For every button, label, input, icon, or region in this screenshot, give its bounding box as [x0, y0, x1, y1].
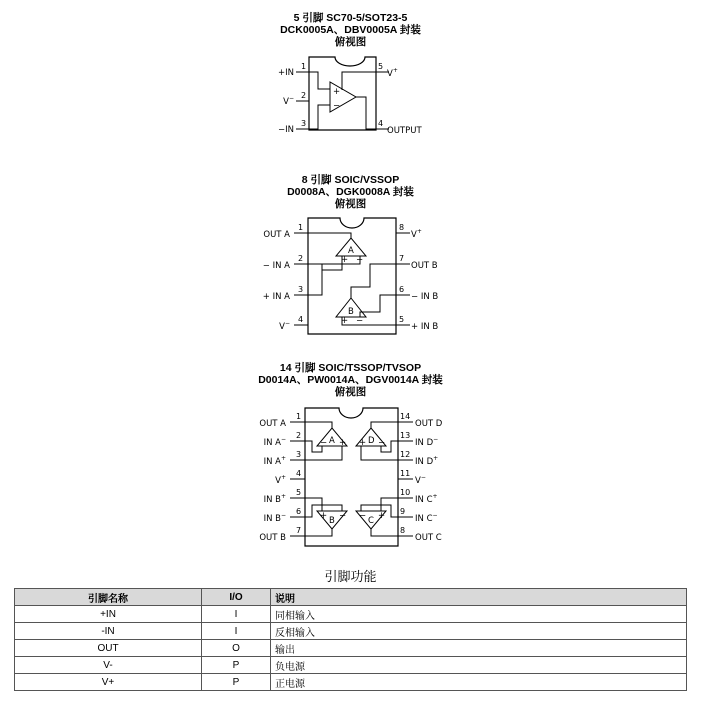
pkg5-pin4-num: 4: [378, 119, 384, 128]
pkg8-pin5-label: + IN B: [411, 322, 439, 332]
pkg14-view: 俯视图: [334, 386, 367, 398]
pkg8-pin4-label: V−: [279, 320, 290, 332]
io-cell: I: [202, 606, 271, 623]
pkg14-pin3-label: IN A+: [263, 455, 286, 467]
pkg8-diagram: [263, 218, 439, 334]
pkg8-pin6-label: − IN B: [411, 292, 439, 302]
pkg8-pin2-label: − IN A: [262, 261, 290, 271]
pkg14-pin9-label: IN C−: [415, 512, 438, 524]
pkg5-view: 俯视图: [334, 36, 367, 48]
svg-text:−: −: [356, 316, 364, 326]
svg-text:−: −: [378, 438, 386, 448]
pkg14-pin6-label: IN B−: [263, 512, 286, 524]
pkg14-pin8-num: 8: [400, 526, 406, 535]
pkg14-pin9-num: 9: [400, 507, 406, 516]
pkg5-package-codes: DCK0005A、DBV0005A 封装: [280, 24, 421, 36]
pkg14-pin3-num: 3: [296, 450, 302, 459]
pin-functions-table: [14, 588, 687, 691]
description-cell: 反相输入: [271, 623, 687, 640]
pkg5-pin3-label: −IN: [278, 125, 294, 135]
pkg8-amp-a-label: A: [348, 246, 354, 256]
description-cell: 负电源: [271, 657, 687, 674]
pkg5-pin3-num: 3: [301, 119, 307, 128]
io-cell: P: [202, 674, 271, 691]
svg-text:−: −: [339, 511, 347, 521]
pkg5-title: 5 引脚 SC70-5/SOT23-5: [293, 12, 408, 24]
pkg14-pin8-label: OUT C: [415, 533, 442, 543]
description-cell: 同相输入: [271, 606, 687, 623]
pkg5-pin5-label: V+: [387, 67, 398, 79]
pkg8-view: 俯视图: [334, 198, 367, 210]
pkg5-pin4-label: OUTPUT: [387, 126, 422, 136]
pkg14-pin10-num: 10: [400, 488, 411, 497]
table-row: [15, 657, 687, 674]
pkg14-amp-a-label: A: [329, 436, 335, 446]
pin-name-cell: V-: [15, 657, 202, 674]
pkg14-amp-b-label: B: [329, 516, 335, 526]
pkg5-pin2-num: 2: [301, 91, 307, 100]
pkg8-title: 8 引脚 SOIC/VSSOP: [301, 174, 400, 186]
pkg14-pin6-num: 6: [296, 507, 302, 516]
pkg14-pin1-label: OUT A: [259, 419, 286, 429]
pkg14-pin11-num: 11: [400, 469, 411, 478]
pkg5-diagram: [278, 57, 422, 136]
pkg14-pin13-num: 13: [400, 431, 411, 440]
pkg14-amp-c-label: C: [368, 516, 374, 526]
pin-name-cell: +IN: [15, 606, 202, 623]
pkg14-diagram: [259, 408, 442, 546]
pin-name-cell: -IN: [15, 623, 202, 640]
pkg5-amp-minus: −: [333, 101, 341, 111]
pkg14-pin11-label: V−: [415, 474, 426, 486]
pkg14-pin12-label: IN D+: [415, 455, 439, 467]
pkg8-pin5-num: 5: [399, 315, 405, 324]
svg-text:+: +: [378, 511, 386, 521]
pkg5-pin1-num: 1: [301, 62, 307, 71]
pkg8-package-codes: D0008A、DGK0008A 封装: [287, 186, 414, 198]
pkg14-title: 14 引脚 SOIC/TSSOP/TVSOP: [279, 362, 422, 374]
table-row: [15, 606, 687, 623]
description-cell: 输出: [271, 640, 687, 657]
svg-text:+: +: [359, 438, 367, 448]
pin-name-cell: OUT: [15, 640, 202, 657]
svg-text:+: +: [341, 316, 349, 326]
pkg8-pin1-num: 1: [298, 223, 304, 232]
col-description: 说明: [271, 589, 687, 606]
io-cell: I: [202, 623, 271, 640]
pkg14-pin2-num: 2: [296, 431, 302, 440]
col-pin-name: 引脚名称: [15, 589, 202, 606]
table-header-row: [15, 589, 687, 606]
pkg14-pin2-label: IN A−: [263, 436, 286, 448]
pkg14-pin12-num: 12: [400, 450, 411, 459]
pkg5-amp-plus: +: [333, 87, 341, 97]
svg-text:−: −: [356, 255, 364, 265]
pkg14-pin13-label: IN D−: [415, 436, 439, 448]
pkg14-pin4-label: V+: [275, 474, 286, 486]
pkg5-pin1-label: +IN: [278, 68, 294, 78]
pkg14-amp-d-label: D: [368, 436, 375, 446]
pin-functions-title: 引脚功能: [324, 570, 377, 585]
pkg8-pin7-label: OUT B: [411, 261, 438, 271]
pkg14-pin10-label: IN C+: [415, 493, 438, 505]
table-row: [15, 623, 687, 640]
description-cell: 正电源: [271, 674, 687, 691]
pkg8-pin8-label: V+: [411, 228, 422, 240]
pkg5-pin5-num: 5: [378, 62, 384, 71]
pkg8-pin3-label: + IN A: [262, 292, 290, 302]
col-io: I/O: [202, 589, 271, 606]
pin-name-cell: V+: [15, 674, 202, 691]
svg-text:+: +: [320, 511, 328, 521]
pkg14-body: [305, 408, 398, 546]
pkg8-pin3-num: 3: [298, 285, 304, 294]
svg-text:+: +: [339, 438, 347, 448]
pkg14-pin4-num: 4: [296, 469, 302, 478]
pkg8-pin4-num: 4: [298, 315, 304, 324]
pkg8-pin1-label: OUT A: [263, 230, 290, 240]
pkg8-pin6-num: 6: [399, 285, 405, 294]
pkg14-pin14-num: 14: [400, 412, 411, 421]
io-cell: O: [202, 640, 271, 657]
pkg14-pin14-label: OUT D: [415, 419, 443, 429]
svg-text:+: +: [341, 255, 349, 265]
table-row: [15, 674, 687, 691]
pkg8-pin7-num: 7: [399, 254, 405, 263]
pkg8-pin2-num: 2: [298, 254, 304, 263]
pkg5-pin2-label: V−: [283, 95, 294, 107]
pkg14-pin5-num: 5: [296, 488, 302, 497]
svg-text:−: −: [359, 511, 367, 521]
table-row: [15, 640, 687, 657]
pkg14-pin7-num: 7: [296, 526, 302, 535]
io-cell: P: [202, 657, 271, 674]
pkg14-pin1-num: 1: [296, 412, 302, 421]
pkg14-pin7-label: OUT B: [259, 533, 286, 543]
pkg14-package-codes: D0014A、PW0014A、DGV0014A 封装: [258, 374, 443, 386]
pkg8-pin8-num: 8: [399, 223, 405, 232]
pkg14-pin5-label: IN B+: [263, 493, 286, 505]
pkg8-amp-b-label: B: [348, 307, 354, 317]
svg-text:−: −: [320, 438, 328, 448]
